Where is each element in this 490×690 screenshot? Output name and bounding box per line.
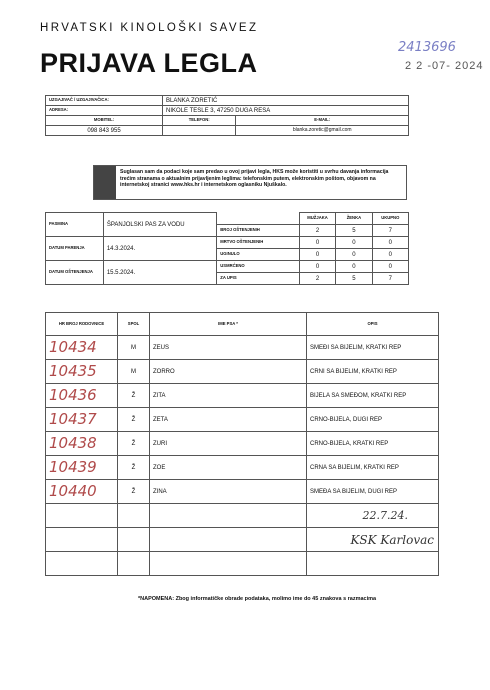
table-row-empty (46, 528, 439, 552)
count-female: 5 (336, 225, 372, 237)
table-row (46, 384, 439, 408)
description: CRNA SA BIJELIM, KRATKI REP (307, 456, 439, 480)
count-male: 2 (299, 273, 336, 285)
sex: Ž (118, 480, 150, 504)
col-regno: HR BROJ RODOVNICE (46, 313, 118, 336)
breed-value: ŠPANJOLSKI PAS ZA VODU (103, 213, 216, 237)
dog-name: ZITA (150, 384, 307, 408)
dog-name: ZOE (150, 456, 307, 480)
table-row (46, 456, 439, 480)
description: BIJELA SA SMEĐOM, KRATKI REP (307, 384, 439, 408)
col-female: ŽENKA (336, 213, 372, 225)
sex: M (118, 336, 150, 360)
description: CRNI SA BIJELIM, KRATKI REP (307, 360, 439, 384)
litter-table (45, 212, 409, 285)
registry-number: 2413696 (398, 40, 456, 55)
description: CRNO-BIJELA, KRATKI REP (307, 432, 439, 456)
mating-label: DATUM PARENJA (46, 237, 104, 261)
dog-name: ZETA (150, 408, 307, 432)
regno: 10438 (46, 432, 118, 456)
count-male: 2 (299, 225, 336, 237)
sex: Ž (118, 384, 150, 408)
count-male: 0 (299, 237, 336, 249)
count-total: 7 (372, 225, 408, 237)
phone-value (163, 126, 236, 136)
signature-date: 22.7.24. (362, 509, 408, 522)
count-label: ZA UPIS (217, 273, 300, 285)
count-female: 0 (336, 249, 372, 261)
col-male: MUŽJAKA (299, 213, 336, 225)
count-female: 0 (336, 261, 372, 273)
description: CRNO-BIJELA, DUGI REP (307, 408, 439, 432)
count-label: BROJ OŠTENJENIH (217, 225, 300, 237)
regno: 10437 (46, 408, 118, 432)
count-total: 0 (372, 249, 408, 261)
breed-label: PASMINA (46, 213, 104, 237)
sex: M (118, 360, 150, 384)
consent-box (93, 165, 407, 200)
count-total: 0 (372, 237, 408, 249)
regno: 10440 (46, 480, 118, 504)
club-signature: KSK Karlovac (350, 532, 434, 547)
dog-name: ZEUS (150, 336, 307, 360)
col-name: IME PSA * (150, 313, 307, 336)
description: SMEĐI SA BIJELIM, KRATKI REP (307, 336, 439, 360)
page-title: PRIJAVA LEGLA (40, 48, 258, 78)
regno: 10434 (46, 336, 118, 360)
address-label: ADRESA: (46, 106, 163, 116)
consent-text: Suglasan sam da podaci koje sam predao u ovoj prijavi legla, HKS može koristiti u svrhu davanja informacija trećim stranama o aktualnim prijavljenim leglima: telefonskim putem, elektronskim poštom, objavom na internetskoj stranici www.hks.hr i internetskom oglasniku Njuškalo. (120, 169, 389, 188)
count-label: USMRĆENO (217, 261, 300, 273)
table-row-empty (46, 552, 439, 576)
mobile-label: MOBITEL: (46, 116, 163, 126)
regno: 10435 (46, 360, 118, 384)
col-total: UKUPNO (372, 213, 408, 225)
count-total: 7 (372, 273, 408, 285)
received-stamp-date: 2 2 -07- 2024 (405, 60, 484, 72)
table-row (46, 432, 439, 456)
count-male: 0 (299, 261, 336, 273)
whelping-label: DATUM OŠTENJENJA (46, 261, 104, 285)
email-label: E-MAIL: (236, 116, 409, 126)
sex: Ž (118, 432, 150, 456)
pups-table (45, 312, 439, 576)
count-label: MRTVO OŠTENJENIH (217, 237, 300, 249)
count-label: UGINULO (217, 249, 300, 261)
table-row (46, 480, 439, 504)
table-row (46, 336, 439, 360)
table-row (46, 360, 439, 384)
organization-name: HRVATSKI KINOLOŠKI SAVEZ (40, 22, 259, 34)
email-value: blanka.zoretic@gmail.com (236, 126, 409, 136)
breeder-value: BLANKA ZORETIĆ (163, 96, 409, 106)
count-female: 0 (336, 237, 372, 249)
table-row-empty (46, 504, 439, 528)
col-sex: SPOL (118, 313, 150, 336)
whelping-value: 15.5.2024. (103, 261, 216, 285)
sex: Ž (118, 408, 150, 432)
dog-name: ZURI (150, 432, 307, 456)
count-male: 0 (299, 249, 336, 261)
footnote: *NAPOMENA: Zbog informatičke obrade podataka, molimo ime do 45 znakova s razmacima (138, 596, 377, 602)
table-row (46, 408, 439, 432)
dog-name: ZINA (150, 480, 307, 504)
description: SMEĐA SA BIJELIM, DUGI REP (307, 480, 439, 504)
count-total: 0 (372, 261, 408, 273)
regno: 10439 (46, 456, 118, 480)
regno: 10436 (46, 384, 118, 408)
phone-label: TELEFON: (163, 116, 236, 126)
sex: Ž (118, 456, 150, 480)
mating-value: 14.3.2024. (103, 237, 216, 261)
dog-name: ZORRO (150, 360, 307, 384)
breeder-label: UZGAJIVAČ / UZGAJIVAČICA: (46, 96, 163, 106)
col-desc: OPIS (307, 313, 439, 336)
count-female: 5 (336, 273, 372, 285)
owner-table (45, 95, 409, 136)
address-value: NIKOLE TESLE 3, 47250 DUGA RESA (163, 106, 409, 116)
consent-checkbox-block (94, 166, 116, 199)
mobile-value: 098 843 955 (46, 126, 163, 136)
